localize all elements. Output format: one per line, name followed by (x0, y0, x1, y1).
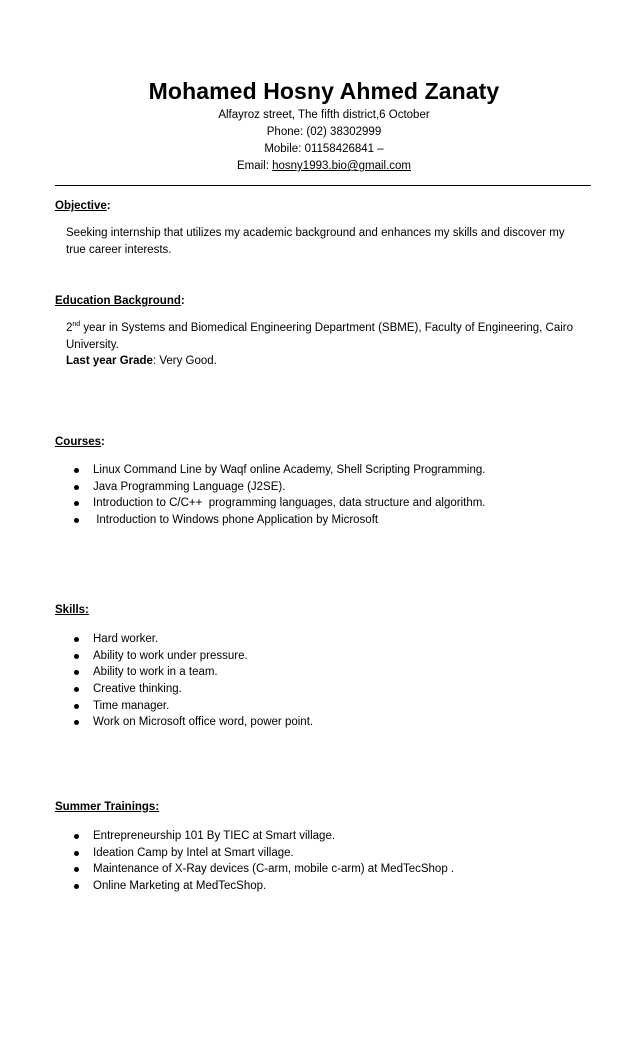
list-item-text: Online Marketing at MedTecShop. (93, 880, 267, 893)
list-item (0, 845, 454, 862)
skills-list (0, 631, 313, 731)
education-heading (55, 293, 185, 310)
list-item-text: Introduction to Windows phone Application by Microsoft (93, 514, 379, 527)
list-item-text: Introduction to C/C++ programming languages, data structure and algorithm. (93, 497, 486, 510)
trainings-list (0, 828, 454, 895)
list-item-text: Work on Microsoft office word, power point. (93, 716, 314, 729)
list-item (0, 512, 486, 529)
list-item-text: Maintenance of X-Ray devices (C-arm, mobile c-arm) at MedTecShop . (93, 863, 455, 876)
bullet-icon (74, 670, 79, 675)
list-item (0, 698, 313, 715)
courses-heading (55, 434, 105, 451)
mobile-line: Mobile: 01158426841 – (264, 143, 384, 155)
education-year-number: 2 (66, 322, 73, 334)
bullet-icon (74, 637, 79, 642)
education-detail-text: year in Systems and Biomedical Engineering Department (SBME), Faculty of Engineering, Cairo University. (66, 322, 574, 351)
list-item (0, 828, 454, 845)
bullet-icon (74, 704, 79, 709)
bullet-icon (74, 884, 79, 889)
list-item-text: Entrepreneurship 101 By TIEC at Smart village. (93, 830, 336, 842)
list-item-text: Time manager. (93, 699, 170, 712)
list-item-text: Ability to work in a team. (93, 666, 218, 679)
education-heading-text: Education Background (55, 295, 181, 307)
phone-line: Phone: (02) 38302999 (266, 126, 382, 138)
list-item (0, 714, 313, 731)
list-item (0, 631, 313, 648)
list-item (0, 495, 486, 512)
courses-list (0, 462, 486, 529)
email-link[interactable]: hosny1993.bio@gmail.com (272, 160, 412, 172)
bullet-icon (74, 687, 79, 692)
candidate-name: Mohamed Hosny Ahmed Zanaty (148, 78, 500, 104)
list-item-text: Linux Command Line by Waqf online Academy, Shell Scripting Programming. (93, 464, 486, 476)
bullet-icon (74, 834, 79, 839)
objective-heading-colon: : (106, 200, 111, 212)
education-grade (66, 353, 576, 370)
bullet-icon (74, 867, 79, 872)
bullet-icon (74, 720, 79, 725)
list-item (0, 479, 486, 496)
objective-heading (55, 198, 111, 215)
list-item-text: Ability to work under pressure. (93, 649, 248, 662)
address-line: Alfayroz street, The fifth district,6 October (218, 109, 430, 121)
email-label: Email: (236, 160, 273, 172)
education-heading-colon: : (180, 295, 185, 307)
skills-heading: Skills: (55, 604, 89, 616)
list-item (0, 681, 313, 698)
contact-block (0, 107, 638, 175)
list-item-text: Ideation Camp by Intel at Smart village. (93, 846, 294, 859)
list-item (0, 462, 486, 479)
list-item (0, 664, 313, 681)
list-item-text: Java Programming Language (J2SE). (93, 480, 286, 493)
list-item-text: Creative thinking. (93, 683, 182, 696)
bullet-icon (74, 501, 79, 506)
trainings-heading: Summer Trainings: (55, 801, 160, 813)
grade-value: : Very Good. (152, 355, 217, 367)
bullet-icon (74, 851, 79, 856)
header-divider (55, 185, 591, 186)
grade-label: Last year Grade (66, 355, 153, 367)
list-item (0, 861, 454, 878)
list-item (0, 878, 454, 895)
courses-heading-text: Courses (55, 436, 102, 448)
bullet-icon (74, 485, 79, 490)
list-item-text: Hard worker. (93, 633, 159, 645)
objective-text: Seeking internship that utilizes my academic background and enhances my skills and discover my true career interests. (66, 227, 565, 256)
courses-heading-colon: : (101, 436, 105, 448)
bullet-icon (74, 468, 79, 473)
bullet-icon (74, 654, 79, 659)
education-detail (66, 320, 576, 353)
objective-heading-text: Objective (55, 200, 107, 212)
email-line (0, 158, 638, 175)
education-year-suffix: nd (72, 321, 81, 329)
list-item (0, 648, 313, 665)
bullet-icon (74, 518, 79, 523)
